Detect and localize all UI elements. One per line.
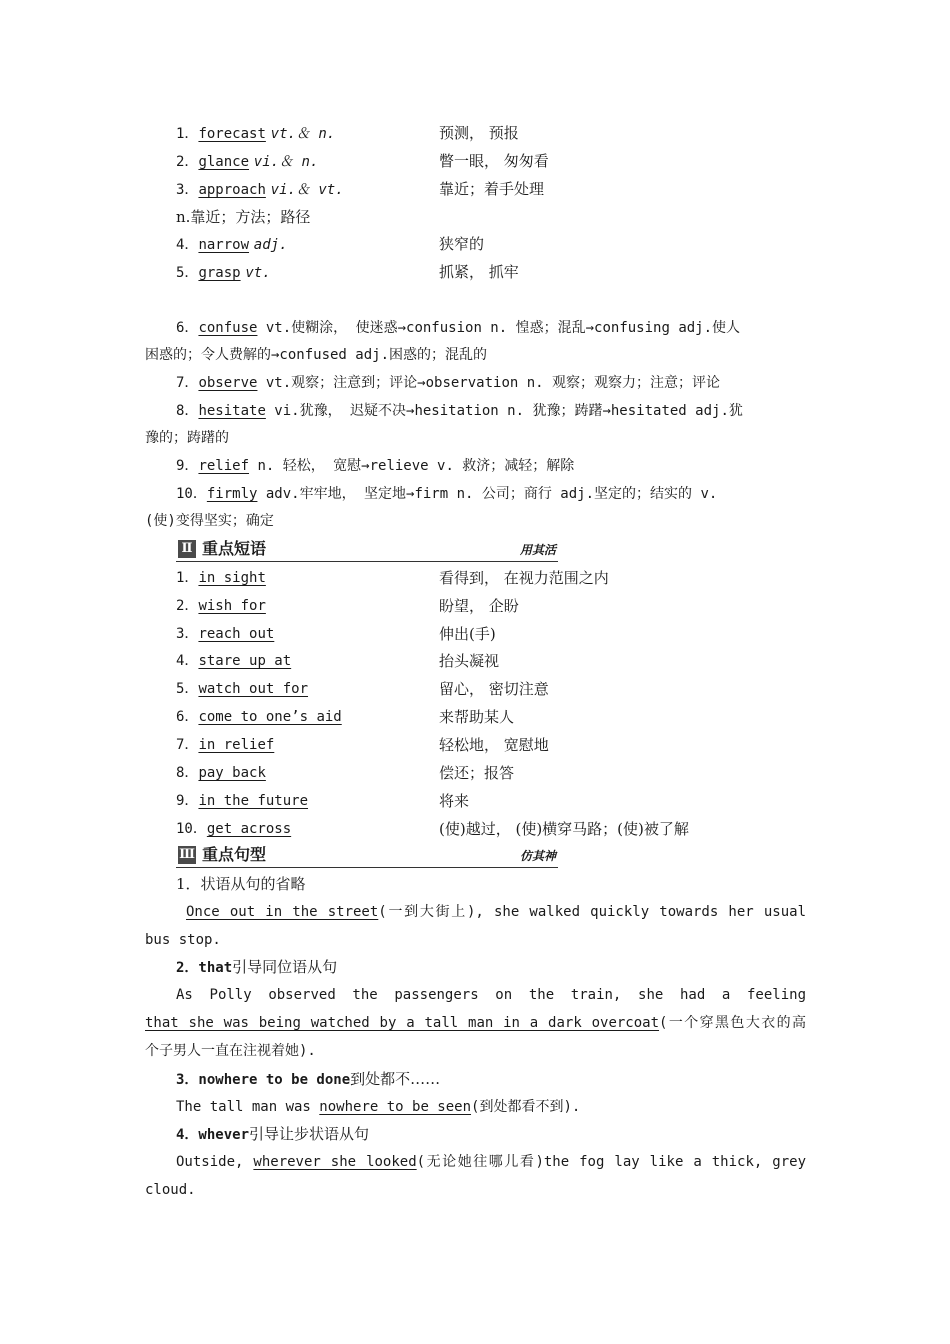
derivative-cont: 困惑的；令人费解的→confused adj.困惑的；混乱的 bbox=[145, 347, 488, 363]
derivative-item-10: 10．firmly adv.牢牢地， 坚定地→firm n. 公司；商行 adj.坚定的；结实的 v. bbox=[176, 486, 718, 502]
derivative-word: confuse bbox=[198, 320, 258, 336]
phrase-meaning: 看得到， 在视力范围之内 bbox=[439, 569, 609, 587]
phrase-meaning: 将来 bbox=[439, 792, 470, 810]
pattern-example-cont: that she was being watched by a tall man in a dark overcoat(一个穿黑色大衣的高 bbox=[145, 1015, 807, 1031]
vocab-word: forecast bbox=[198, 126, 266, 142]
vocab-item-3: 3．approach vi.＆ vt. bbox=[176, 182, 344, 198]
derivative-item-9: 9．relief n. 轻松， 宽慰→relieve v. 救济；减轻；解除 bbox=[176, 458, 575, 474]
section-number-badge: Ⅱ bbox=[178, 540, 196, 558]
phrase-text: stare up at bbox=[198, 653, 292, 669]
phrase-item: 10．get across bbox=[176, 821, 292, 837]
vocab-word: approach bbox=[198, 182, 266, 198]
phrase-text: wish for bbox=[198, 598, 266, 614]
vocab-meaning: 狭窄的 bbox=[439, 235, 485, 253]
pattern-heading: 3．nowhere to be done到处都不…… bbox=[176, 1070, 441, 1088]
pattern-example: Once out in the street(一到大街上), she walked quickly towards her usual bbox=[186, 904, 806, 920]
vocab-extra: n.靠近；方法；路径 bbox=[176, 208, 311, 226]
section-tag: 仿其神 bbox=[519, 849, 556, 863]
phrase-item: 5．watch out for bbox=[176, 681, 309, 697]
vocab-meaning: 抓紧， 抓牢 bbox=[439, 263, 519, 281]
phrase-text: watch out for bbox=[198, 681, 309, 697]
vocab-meaning: 靠近；着手处理 bbox=[439, 180, 545, 198]
phrase-meaning: 偿还；报答 bbox=[439, 764, 515, 782]
phrase-item: 8．pay back bbox=[176, 765, 266, 781]
vocab-word: grasp bbox=[198, 265, 241, 281]
phrase-item: 3．reach out bbox=[176, 626, 275, 642]
example-underlined: Once out in the street bbox=[186, 904, 379, 920]
phrase-text: come to one’s aid bbox=[198, 709, 342, 725]
section-header-sentences bbox=[176, 845, 558, 868]
derivative-word: firmly bbox=[206, 486, 258, 502]
derivative-word: relief bbox=[198, 458, 250, 474]
pattern-heading: 4．whever引导让步状语从句 bbox=[176, 1125, 370, 1143]
section-number-badge: Ⅲ bbox=[179, 847, 195, 862]
vocab-item-5: 5．grasp vt. bbox=[176, 265, 271, 281]
phrase-text: in sight bbox=[198, 570, 266, 586]
vocab-meaning: 预测， 预报 bbox=[439, 124, 519, 142]
derivative-item-8: 8．hesitate vi.犹豫， 迟疑不决→hesitation n. 犹豫；踌躇→hesitated adj.犹 bbox=[176, 403, 743, 419]
section-title: 重点短语 bbox=[202, 539, 267, 558]
phrase-text: in relief bbox=[198, 737, 275, 753]
phrase-meaning: 来帮助某人 bbox=[439, 708, 515, 726]
phrase-item: 6．come to one’s aid bbox=[176, 709, 342, 725]
phrase-item: 9．in the future bbox=[176, 793, 309, 809]
pattern-example: The tall man was nowhere to be seen(到处都看不到). bbox=[176, 1099, 581, 1115]
phrase-text: get across bbox=[206, 821, 292, 837]
derivative-item-7: 7．observe vt.观察；注意到；评论→observation n. 观察；观察力；注意；评论 bbox=[176, 375, 721, 391]
pattern-example-cont: bus stop. bbox=[145, 932, 221, 948]
vocab-item-2: 2．glance vi.＆ n. bbox=[176, 154, 319, 170]
phrase-item: 4．stare up at bbox=[176, 653, 292, 669]
section-header-phrases bbox=[176, 539, 558, 562]
pattern-example: Outside, wherever she looked(无论她往哪儿看)the fog lay like a thick, grey bbox=[176, 1154, 807, 1170]
phrase-item: 1．in sight bbox=[176, 570, 266, 586]
derivative-cont: (使)变得坚实；确定 bbox=[145, 513, 274, 529]
phrase-text: in the future bbox=[198, 793, 309, 809]
derivative-word: observe bbox=[198, 375, 258, 391]
vocab-word: glance bbox=[198, 154, 250, 170]
example-underlined: that she was being watched by a tall man in a dark overcoat bbox=[145, 1015, 660, 1031]
phrase-meaning: (使)越过， (使)横穿马路；(使)被了解 bbox=[439, 820, 689, 838]
pattern-heading: 1．状语从句的省略 bbox=[176, 875, 306, 893]
vocab-word: narrow bbox=[198, 237, 250, 253]
derivative-word: hesitate bbox=[198, 403, 266, 419]
pattern-example-cont: cloud. bbox=[145, 1182, 196, 1198]
phrase-text: reach out bbox=[198, 626, 275, 642]
pattern-example: As Polly observed the passengers on the train, she had a feeling bbox=[176, 987, 806, 1003]
derivative-item-6: 6．confuse vt.使糊涂， 使迷惑→confusion n. 惶惑；混乱→confusing adj.使人 bbox=[176, 320, 741, 336]
phrase-meaning: 轻松地， 宽慰地 bbox=[439, 736, 549, 754]
phrase-text: pay back bbox=[198, 765, 266, 781]
phrase-meaning: 抬头凝视 bbox=[439, 652, 500, 670]
phrase-item: 2．wish for bbox=[176, 598, 266, 614]
pattern-heading: 2．that引导同位语从句 bbox=[176, 958, 338, 976]
example-underlined: wherever she looked bbox=[253, 1154, 417, 1170]
phrase-meaning: 盼望， 企盼 bbox=[439, 597, 519, 615]
phrase-item: 7．in relief bbox=[176, 737, 275, 753]
example-underlined: nowhere to be seen bbox=[319, 1099, 472, 1115]
phrase-meaning: 伸出(手) bbox=[439, 625, 496, 643]
vocab-item-1: 1．forecast vt.＆ n. bbox=[176, 126, 336, 142]
section-title: 重点句型 bbox=[202, 845, 267, 864]
vocab-meaning: 瞥一眼， 匆匆看 bbox=[439, 152, 549, 170]
derivative-cont: 豫的；踌躇的 bbox=[145, 430, 229, 446]
section-tag: 用其活 bbox=[519, 543, 556, 557]
pattern-example-cont: 个子男人一直在注视着她). bbox=[145, 1043, 316, 1059]
vocab-item-4: 4．narrow adj. bbox=[176, 237, 288, 253]
phrase-meaning: 留心， 密切注意 bbox=[439, 680, 549, 698]
